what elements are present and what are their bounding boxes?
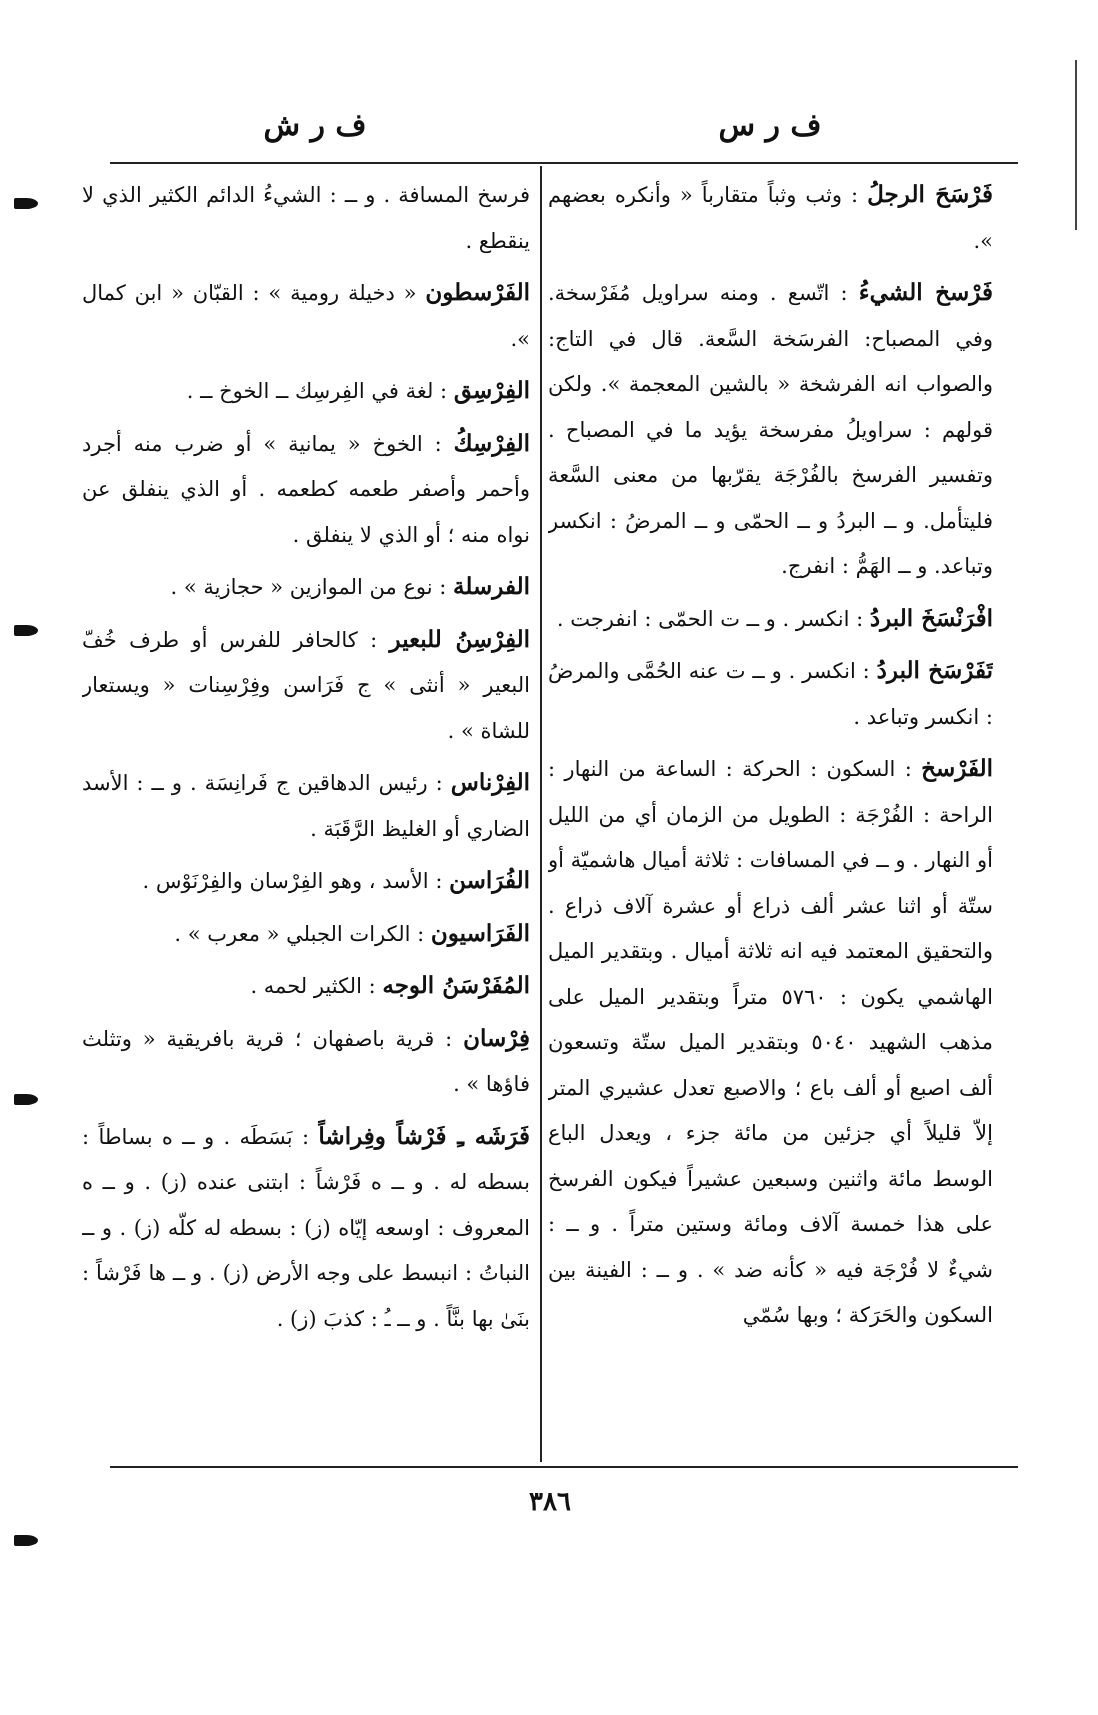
dictionary-entry <box>82 858 530 905</box>
column-divider <box>540 166 542 1462</box>
dictionary-entry <box>82 270 530 362</box>
margin-mark <box>14 198 38 209</box>
entry-definition: : وثب وثباً متقارباً « وأنكره بعضهم ». <box>548 183 993 253</box>
dictionary-entry <box>548 270 993 590</box>
header-left-root: ف ر ش <box>263 108 367 143</box>
entry-headword: الفُرَاسن <box>449 867 530 894</box>
entry-definition: : الخوخ « يمانية » أو ضرب منه أجرد وأحمر وأصفر طعمه كطعمه . أو الذي ينفلق عن نواه منه ؛ أو الذي لا ينفلق . <box>82 431 530 547</box>
dictionary-entry <box>82 963 530 1010</box>
dictionary-entry <box>82 617 530 755</box>
entry-headword: فَرْسخ الشيءُ <box>858 279 993 306</box>
top-rule <box>110 162 1018 164</box>
dictionary-entry <box>82 368 530 415</box>
entry-definition: : الكرات الجبلي « معرب » . <box>174 921 425 946</box>
dictionary-entry <box>82 172 530 264</box>
page-number: ٣٨٦ <box>529 1487 571 1517</box>
entry-definition: : انكسر . و ــ ت عنه الحُمَّى والمرضُ : انكسر وتباعد . <box>548 659 993 729</box>
dictionary-entry <box>82 1016 530 1108</box>
entry-definition: : بَسَطَه . و ــ ه بساطاً : بسطه له . و ــ ه فَرْشاً : ابتنى عنده (ز) . و ــ ه المعروف : اوسعه إيّاه (ز) : بسطه له كلّه (ز) . و ــ النباتُ : انبسط على وجه الأرض (ز) . و ــ ها فَرْشاً : بنَىٰ بها بنَّاً . و ــ ـُ : كذبَ (ز) . <box>82 1124 530 1331</box>
entry-definition: : قرية باصفهان ؛ قرية بافريقية « وتثلث فاؤها » . <box>82 1026 530 1096</box>
dictionary-entry <box>548 648 993 740</box>
entry-definition: : الكثير لحمه . <box>250 974 376 998</box>
entry-headword: الفَرْسطون <box>425 279 530 306</box>
entry-headword: الفِرْسِكُ <box>453 429 530 457</box>
right-column <box>548 172 993 1462</box>
entry-definition: : الأسد ، وهو الفِرْسان والفِرْنَوْس . <box>142 869 443 893</box>
header-right-root: ف ر س <box>718 108 822 143</box>
right-edge-line <box>1075 60 1077 230</box>
entry-headword: الفَرْسخ <box>921 755 993 782</box>
entry-headword: افْرَنْسَخَ البردُ <box>869 604 993 632</box>
entry-headword: تَفَرْسَخ البردُ <box>876 657 993 684</box>
dictionary-entry <box>82 911 530 958</box>
entry-definition: : اتّسع . ومنه سراويل مُفَرْسخة. وفي المصباح: الفرسَخة السَّعة. قال في التاج: والصواب انه الفرشخة « بالشين المعجمة ». ولكن قولهم : سراويلُ مفرسخة يؤيد ما في المصباح . وتفسير الفرسخ بالفُرْجَة يقرّبها من معنى السَّعة فليتأمل. و ــ البردُ و ــ الحمّى و ــ المرضُ : انكسر وتباعد. و ــ الهَمُّ : انفرج. <box>548 281 993 578</box>
entry-definition: : نوع من الموازين « حجازية » . <box>170 575 447 599</box>
entry-headword: فِرْسان <box>463 1024 530 1052</box>
dictionary-entry <box>548 596 993 643</box>
entry-definition: : انكسر . و ــ ت الحمّى : انفرجت . <box>556 606 864 631</box>
dictionary-entry <box>82 1114 530 1343</box>
entry-definition: « دخيلة رومية » : القبّان « ابن كمال ». <box>82 281 530 351</box>
entry-definition: : رئيس الدهاقين ج فَرانِسَة . و ــ : الأسد الضاري أو الغليظ الرَّقَبَة . <box>82 771 530 841</box>
margin-mark <box>14 1535 38 1546</box>
margin-mark <box>14 625 38 636</box>
entry-headword: الفَرَاسيون <box>430 919 530 947</box>
entry-headword: الفِرْناس <box>450 769 530 796</box>
left-column <box>82 172 530 1462</box>
dictionary-entry <box>548 746 993 1339</box>
dictionary-entry <box>548 172 993 264</box>
entry-definition: : كالحافر للفرس أو طرف خُفّ البعير « أنثى » ج فَرَاسن وفِرْسِنات « ويستعار للشاة » . <box>82 627 530 743</box>
entry-headword: فَرَشَه ـِ فَرْشاً وفِراشاً <box>318 1122 530 1150</box>
entry-headword: فَرْسَحَ الرجلُ <box>867 181 993 208</box>
entry-headword: الفِرْسِنُ للبعير <box>389 625 530 653</box>
entry-definition: : لغة في الفِرسِك ــ الخوخ ــ . <box>186 379 448 403</box>
entry-headword: الفِرْسِق <box>453 377 530 404</box>
dictionary-entry <box>82 760 530 852</box>
bottom-rule <box>110 1466 1018 1468</box>
entry-headword: المُفَرْسَنُ الوجه <box>382 972 530 999</box>
dictionary-entry <box>82 421 530 559</box>
margin-mark <box>14 1094 38 1105</box>
entry-headword: الفرسلة <box>453 573 530 600</box>
entry-definition: فرسخ المسافة . و ــ : الشيءُ الدائم الكثير الذي لا ينقطع . <box>82 183 530 253</box>
entry-definition: : السكون : الحركة : الساعة من النهار : الراحة : الفُرْجَة : الطويل من الزمان أي من الليل أو النهار . و ــ في المسافات : ثلاثة أميال هاشميّة أو ستّة أو اثنا عشر ألف ذراع أو عشرة آلاف ذراع . والتحقيق المعتمد فيه انه ثلاثة أميال . وبتقدير الميل الهاشمي يكون : ٥٧٦٠ متراً وبتقدير الميل على مذهب الشهيد ٥٠٤٠ وبتقدير الميل ستّة وتسعون ألف اصبع أو ألف باع ؛ والاصبع تعدل عشيري المتر إلاّ قليلاً أي جزئين من مائة جزء ، ويعدل الباع الوسط مائة واثنين وسبعين عشيراً فيكون الفرسخ على هذا خمسة آلاف ومائة وستين متراً . و ــ : شيءٌ لا فُرْجَة فيه « كأنه ضد » . و ــ : الفينة بين السكون والحَرَكة ؛ وبها سُمّي <box>548 757 993 1327</box>
dictionary-entry <box>82 564 530 611</box>
